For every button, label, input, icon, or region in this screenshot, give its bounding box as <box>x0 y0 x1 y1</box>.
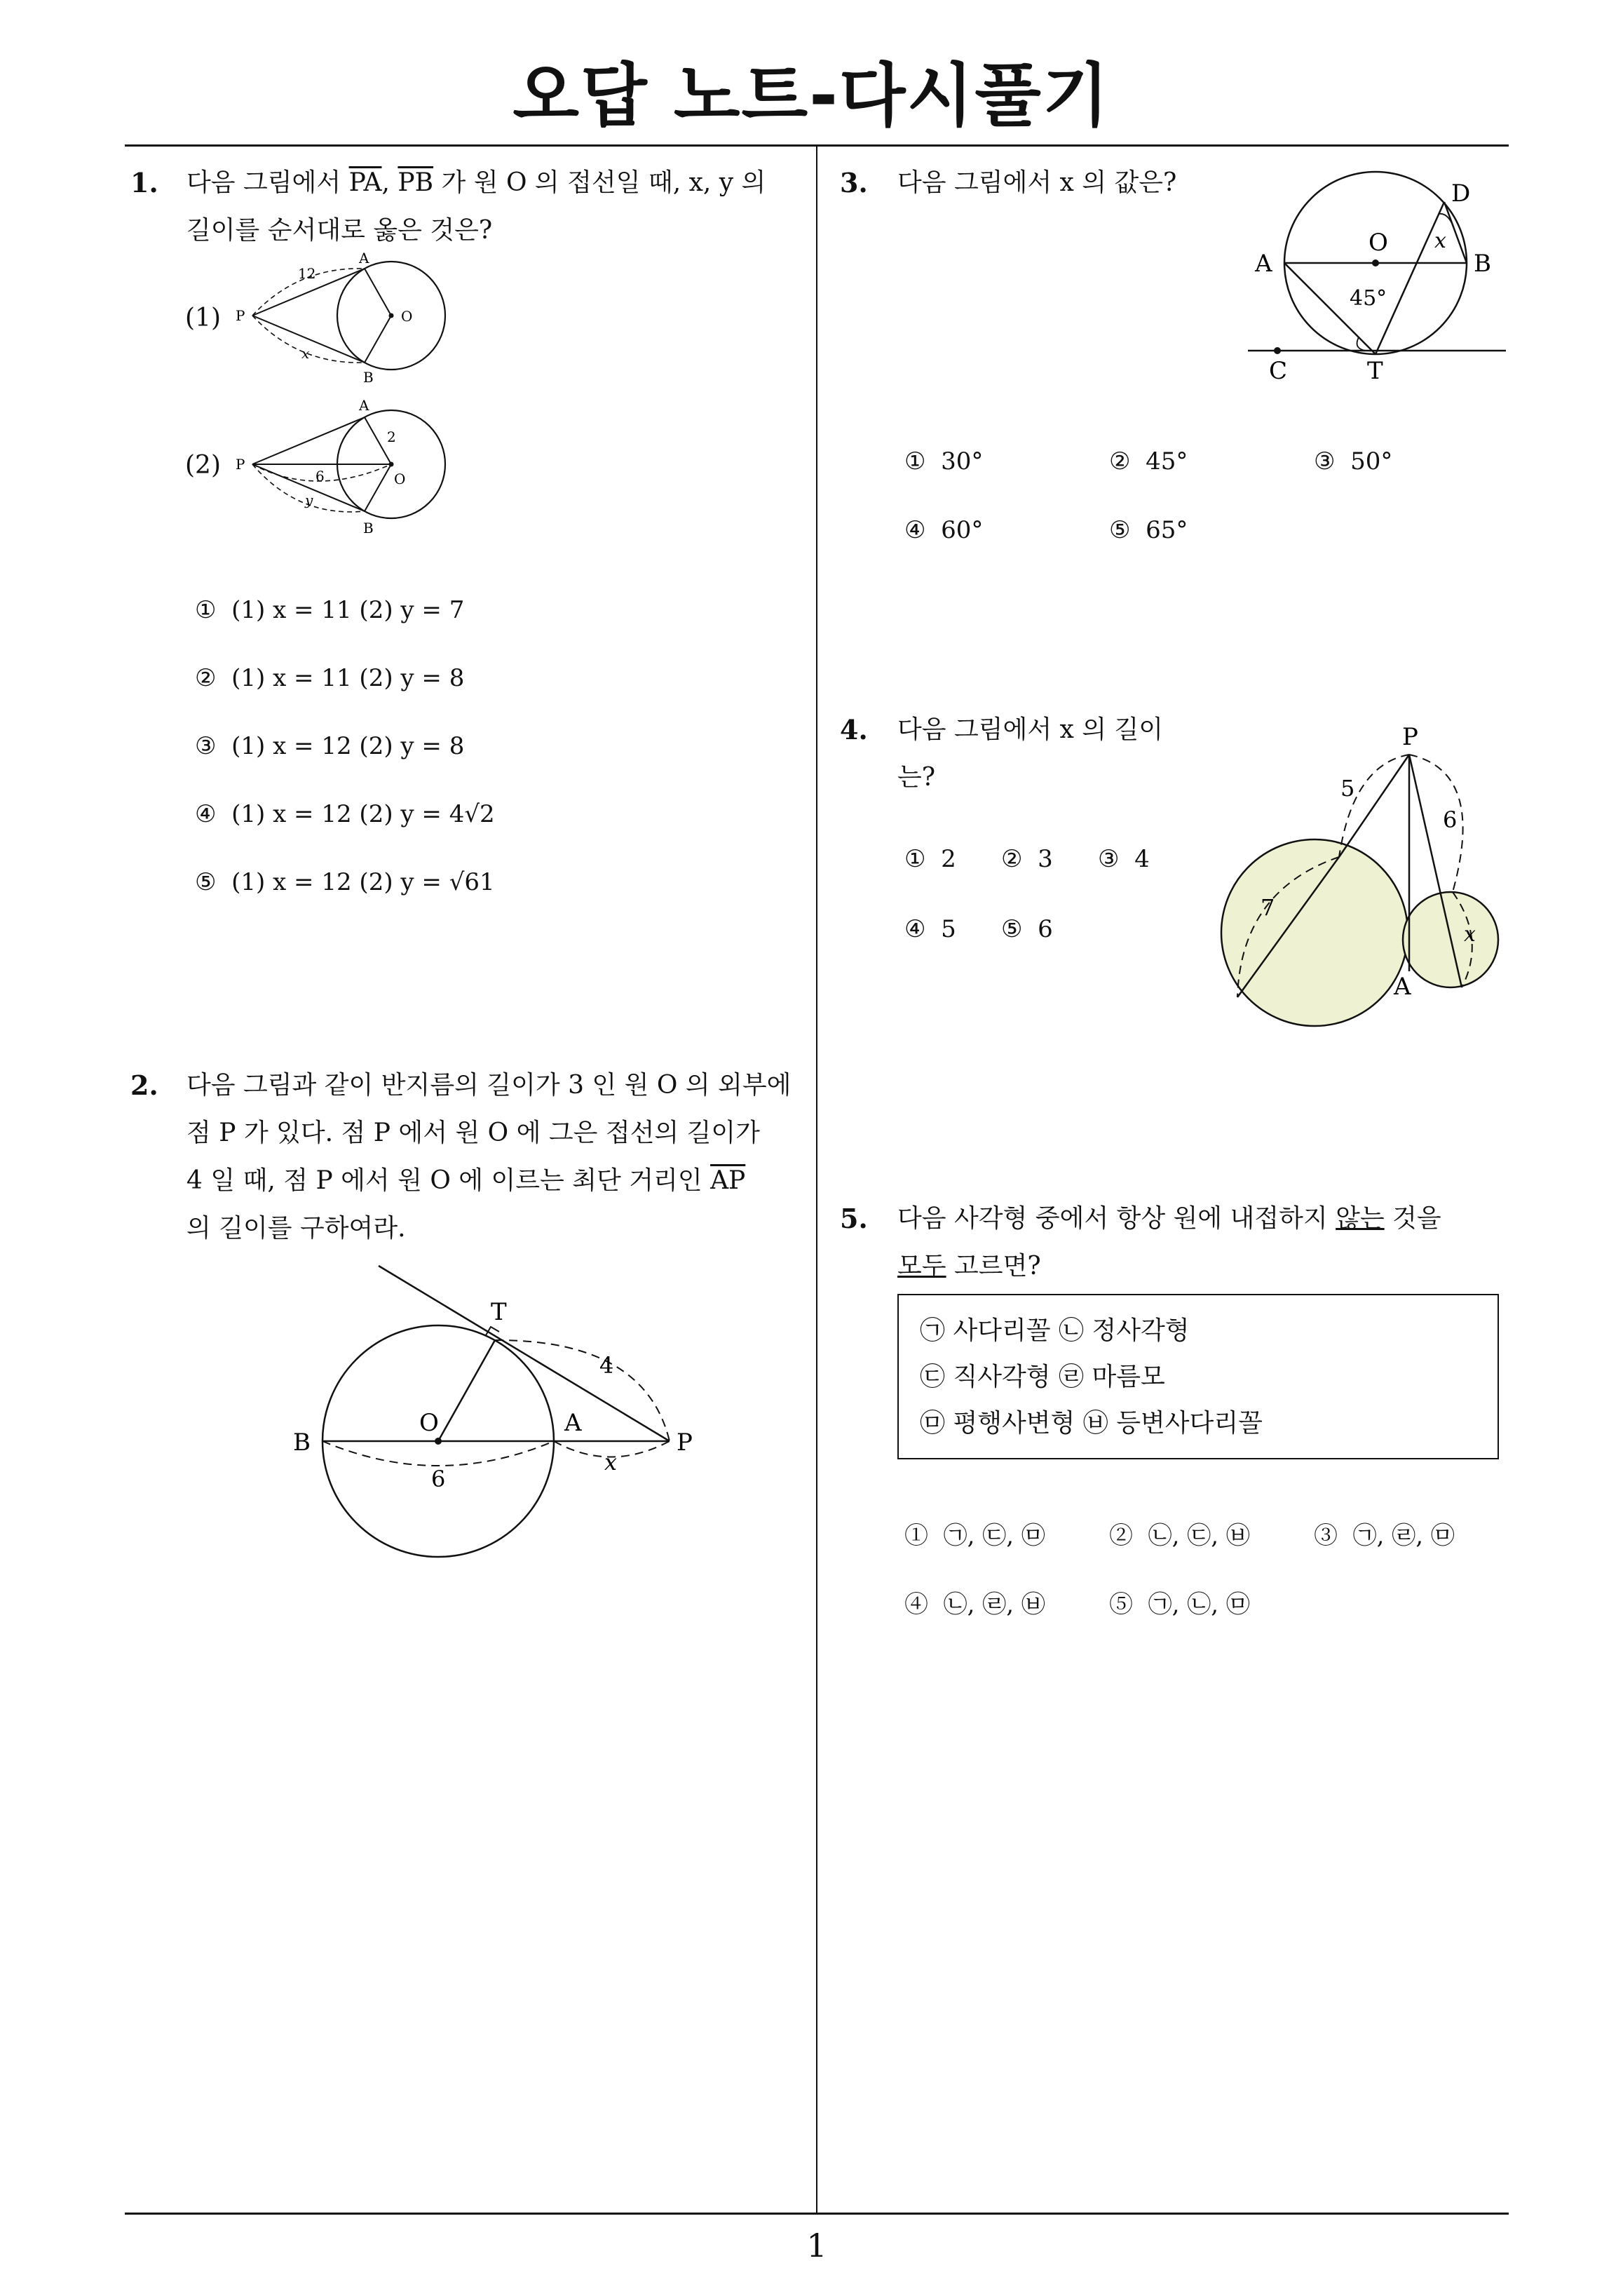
q2-line4: 의 길이를 구하여라. <box>186 1214 406 1243</box>
q5-box-line1: ㉠ 사다리꼴 ㉡ 정사각형 <box>920 1316 1190 1345</box>
label-4: 4 <box>599 1352 614 1379</box>
label-6: 6 <box>315 468 325 485</box>
label-x: x <box>1464 922 1476 947</box>
choice-text: 2 <box>941 845 956 873</box>
q4-line1: 다음 그림에서 x 의 길이 <box>897 715 1164 744</box>
label-p: P <box>236 456 245 473</box>
radius-ob <box>365 316 391 363</box>
choice-mark: ⑤ <box>1109 1591 1133 1619</box>
q3-number: 3. <box>840 167 868 198</box>
q2-figure <box>280 1255 715 1564</box>
q1-line2: 길이를 순서대로 옳은 것은? <box>186 216 493 245</box>
q4-stem <box>897 706 1163 802</box>
radius-ob <box>365 464 391 511</box>
choice-mark: ⑤ <box>1001 915 1023 943</box>
q1-fig1-label: (1) <box>185 304 221 332</box>
label-x: x <box>604 1449 618 1475</box>
q4-choice-2[interactable] <box>1001 845 1053 873</box>
q1-line1 <box>186 159 803 207</box>
q1-line1-pre: 다음 그림에서 <box>186 168 341 197</box>
choice-mark: ① <box>904 845 926 873</box>
q4-number: 4. <box>840 714 868 745</box>
choice-text: (1) x = 12 (2) y = √61 <box>231 868 495 896</box>
label-b: B <box>363 369 374 386</box>
q5-option-box <box>897 1294 1499 1459</box>
q5-line2-post: 고르면? <box>954 1252 1041 1281</box>
choice-mark: ④ <box>904 915 926 943</box>
label-b: B <box>293 1429 311 1457</box>
q5-box-line2: ㉢ 직사각형 ㉣ 마름모 <box>920 1363 1165 1391</box>
center-point <box>389 313 394 318</box>
q5-choice-1[interactable] <box>904 1516 1045 1551</box>
q3-choice-2[interactable] <box>1109 447 1188 475</box>
choice-text: (1) x = 12 (2) y = 8 <box>231 732 465 760</box>
tangent-pa <box>252 417 365 464</box>
choice-mark: ② <box>195 664 217 692</box>
choice-mark: ④ <box>904 1591 928 1619</box>
label-d: D <box>1451 180 1471 208</box>
label-a: A <box>564 1409 582 1437</box>
choice-mark: ③ <box>1314 1522 1338 1550</box>
point-c <box>1274 347 1281 354</box>
choice-mark: ② <box>1001 845 1023 873</box>
choice-mark: ① <box>904 447 926 475</box>
label-x: x <box>301 345 310 362</box>
q1-choice-2[interactable] <box>195 664 495 732</box>
choice-mark: ② <box>1109 447 1131 475</box>
q3-stem: 다음 그림에서 x 의 값은? <box>897 168 1177 197</box>
q5-choice-4[interactable] <box>904 1585 1045 1619</box>
label-2: 2 <box>387 428 396 445</box>
choice-mark: ③ <box>1314 447 1336 475</box>
segment-p-tangent5 <box>1339 755 1409 857</box>
label-12: 12 <box>298 265 316 282</box>
choice-mark: ① <box>904 1522 928 1550</box>
segment-db <box>1444 202 1467 263</box>
q3-figure <box>1241 165 1521 396</box>
label-a: A <box>1255 250 1272 278</box>
q4-choice-1[interactable] <box>904 845 956 873</box>
center-point <box>435 1438 442 1445</box>
q2-line3 <box>186 1157 803 1205</box>
q4-choice-5[interactable] <box>1001 915 1053 943</box>
choice-text: (1) x = 11 (2) y = 8 <box>231 664 465 692</box>
q1-number: 1. <box>130 167 158 198</box>
q5-line1-pre: 다음 사각형 중에서 항상 원에 내접하지 <box>897 1204 1328 1233</box>
label-t: T <box>1367 357 1383 385</box>
q5-stem <box>897 1195 1514 1290</box>
label-p: P <box>1402 723 1418 751</box>
q5-choice-5[interactable] <box>1109 1585 1250 1619</box>
choice-text: ㉡, ㉣, ㉥ <box>943 1591 1045 1619</box>
q5-line1 <box>897 1195 1514 1243</box>
choice-text: ㉠, ㉣, ㉤ <box>1352 1522 1455 1550</box>
label-c: C <box>1269 357 1288 385</box>
choice-text: 5 <box>941 915 956 943</box>
choice-text: 6 <box>1038 915 1053 943</box>
q1-choice-3[interactable] <box>195 732 495 800</box>
q1-comma: , <box>381 168 390 197</box>
label-o: O <box>1369 229 1388 257</box>
q4-line2: 는? <box>897 763 936 792</box>
footer-rule <box>125 2213 1509 2215</box>
choice-text: (1) x = 11 (2) y = 7 <box>231 596 465 624</box>
choice-mark: ⑤ <box>1109 516 1131 544</box>
q1-segment-pb: $\overline{PB}$ <box>398 168 434 197</box>
label-5: 5 <box>1340 775 1355 802</box>
choice-text: 45° <box>1146 447 1188 475</box>
choice-text: 50° <box>1350 447 1393 475</box>
q1-choice-5[interactable] <box>195 868 495 936</box>
choice-mark: ① <box>195 596 217 624</box>
q5-line1-post: 것을 <box>1392 1204 1441 1233</box>
choice-text: 30° <box>941 447 984 475</box>
q5-number: 5. <box>840 1203 868 1234</box>
q1-stem <box>186 159 803 255</box>
q3-choice-1[interactable] <box>904 447 983 475</box>
label-a: A <box>359 250 369 266</box>
label-a: A <box>359 397 369 414</box>
choice-text: ㉡, ㉢, ㉥ <box>1148 1522 1250 1550</box>
label-x: x <box>1434 229 1446 253</box>
label-t: T <box>491 1298 507 1326</box>
q2-segment-ap: $\overline{AP}$ <box>710 1166 746 1195</box>
choice-mark: ③ <box>1098 845 1120 873</box>
choice-mark: ④ <box>195 800 217 828</box>
q4-figure <box>1206 715 1521 1052</box>
q1-line1-post: 가 원 O 의 접선일 때, x, y 의 <box>441 168 766 197</box>
label-o: O <box>401 308 413 325</box>
page-title: 오답 노트-다시풀기 <box>512 56 1111 136</box>
q1-figure-1 <box>231 249 463 389</box>
label-6: 6 <box>1443 806 1458 833</box>
choice-text: ㉠, ㉡, ㉤ <box>1148 1591 1250 1619</box>
choice-mark: ⑤ <box>195 868 217 896</box>
choice-text: 3 <box>1038 845 1053 873</box>
q1-fig2-label: (2) <box>185 451 221 480</box>
q2-line2: 점 P 가 있다. 점 P 에서 원 O 에 그은 접선의 길이가 <box>186 1119 760 1147</box>
label-o: O <box>394 471 406 487</box>
choice-mark: ④ <box>904 516 926 544</box>
choice-mark: ③ <box>195 732 217 760</box>
big-circle <box>1221 839 1408 1026</box>
q2-line1: 다음 그림과 같이 반지름의 길이가 3 인 원 O 의 외부에 <box>186 1071 792 1100</box>
q1-figure-2 <box>231 393 463 540</box>
choice-text: (1) x = 12 (2) y = 4√2 <box>231 800 495 828</box>
choice-mark: ② <box>1109 1522 1133 1550</box>
arc-ba <box>322 1441 554 1466</box>
q1-choice-4[interactable] <box>195 800 495 868</box>
q1-choice-1[interactable] <box>195 596 495 664</box>
q5-choice-3[interactable] <box>1314 1516 1455 1551</box>
q5-choice-2[interactable] <box>1109 1516 1250 1551</box>
center-point <box>1372 259 1379 266</box>
label-6: 6 <box>431 1466 446 1492</box>
q2-number: 2. <box>130 1069 158 1101</box>
label-p: P <box>236 307 245 324</box>
segment-td <box>1376 202 1444 354</box>
q5-emphasis-all: 모두 <box>897 1252 946 1281</box>
q2-stem <box>186 1062 803 1252</box>
label-b: B <box>363 520 374 536</box>
label-y: y <box>305 492 313 508</box>
q5-line2 <box>897 1243 1514 1290</box>
q3-choice-4[interactable] <box>904 516 983 544</box>
radius-ot <box>438 1340 495 1441</box>
label-o: O <box>419 1409 439 1437</box>
label-p: P <box>677 1429 693 1457</box>
q2-line3-pre: 4 일 때, 점 P 에서 원 O 에 이르는 최단 거리인 <box>186 1166 702 1195</box>
q3-choice-5[interactable] <box>1109 516 1188 544</box>
radius-oa <box>365 269 391 316</box>
choice-text: 4 <box>1134 845 1150 873</box>
label-7: 7 <box>1261 894 1275 921</box>
choice-text: ㉠, ㉢, ㉤ <box>943 1522 1045 1550</box>
q3-choice-3[interactable] <box>1314 447 1392 475</box>
q5-emphasis-not: 않는 <box>1336 1204 1385 1233</box>
label-a: A <box>1394 973 1411 1001</box>
choice-text: 65° <box>1146 516 1188 544</box>
column-divider <box>816 146 817 2215</box>
label-b: B <box>1474 250 1491 278</box>
page-number: 1 <box>806 2227 827 2264</box>
q1-segment-pa: $\overline{PA}$ <box>348 168 382 197</box>
choice-text: 60° <box>941 516 984 544</box>
label-45: 45° <box>1350 286 1387 311</box>
q4-choice-3[interactable] <box>1098 845 1150 873</box>
q1-choices <box>195 596 495 936</box>
q4-choice-4[interactable] <box>904 915 956 943</box>
q5-box-line3: ㉤ 평행사변형 ㉥ 등변사다리꼴 <box>920 1409 1263 1438</box>
